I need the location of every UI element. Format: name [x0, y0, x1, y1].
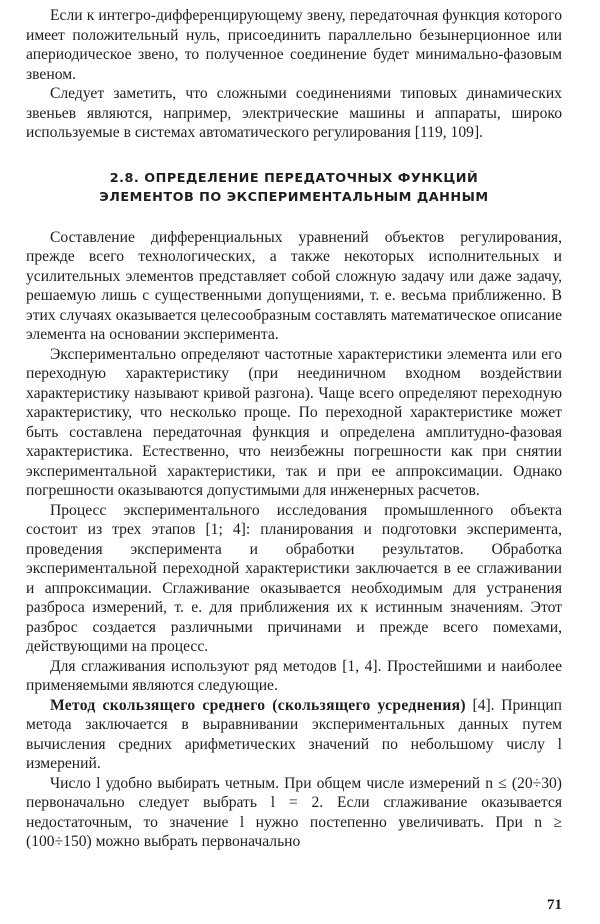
- page-number: 71: [547, 897, 562, 913]
- paragraph-2: Экспериментально определяют частотные характеристики элемента или его переходную характеристику (при неединичном входном воздействии характеристику называют кривой разгона). Чаще всего определяют переходную характеристику, что несколько проще. По переходной характеристике может быть составлена передаточная функция и определена амплитудно-фазовая характеристика. Естественно, что неизбежны погрешности как при снятии экспериментальной характеристики, так и при ее аппроксимации. Однако погрешности оказываются допустимыми для инженерных расчетов.: [26, 345, 562, 499]
- paragraph-last: Число l удобно выбирать четным. При общем числе измерений n ≤ (20÷30) первоначально следует выбрать l = 2. Если сглаживание оказывается недостаточным, то значение l нужно постепенно увеличивать. При n ≥ (100÷150) можно выбрать первоначально: [26, 774, 562, 850]
- method-lead: Метод скользящего среднего (скользящего усреднения): [50, 696, 466, 714]
- paragraph-1: Составление дифференциальных уравнений объектов регулирования, прежде всего технологических, а также некоторых исполнительных и усилительных элементов представляет собой сложную задачу или даже задачу, решаемую лишь с существенными допущениями, т. е. весьма приближенно. В этих случаях оказывается целесообразным составлять математическое описание элемента на основании эксперимента.: [26, 228, 562, 343]
- section-heading-line-1: 2.8. ОПРЕДЕЛЕНИЕ ПЕРЕДАТОЧНЫХ ФУНКЦИЙ: [109, 170, 479, 186]
- section-heading: [26, 169, 562, 207]
- section-heading-line-2: ЭЛЕМЕНТОВ ПО ЭКСПЕРИМЕНТАЛЬНЫМ ДАННЫМ: [99, 189, 489, 205]
- paragraph-intro-2: Следует заметить, что сложными соединениями типовых динамических звеньев являются, например, электрические машины и аппараты, широко используемые в системах автоматического регулирования [119, 109].: [26, 85, 562, 141]
- paragraph-method: [26, 696, 562, 774]
- method-text: Принцип метода заключается в выравнивании экспериментальных данных путем вычисления средних арифметических значений по небольшому числу l измерений.: [26, 696, 563, 772]
- paragraph-3: Процесс экспериментального исследования промышленного объекта состоит из трех этапов [1; 4]: планирования и подготовки эксперимента, проведения эксперимента и обработки результатов. Обработка экспериментальной переходной характеристики заключается в ее сглаживании и аппроксимации. Сглаживание оказывается необходимым для устранения разброса измерений, т. е. для приближения их к истинным значениям. Этот разброс создается различными причинами и прежде всего помехами, действующими на процесс.: [26, 501, 562, 655]
- paragraph-intro-1: Если к интегро-дифференцирующему звену, передаточная функция которого имеет положительный нуль, присоединить параллельно безынерционное или апериодическое звено, то полученное соединение будет минимально-фазовым звеном.: [26, 7, 562, 83]
- paragraph-4: Для сглаживания используют ряд методов [1, 4]. Простейшими и наиболее применяемыми являются следующие.: [26, 657, 562, 694]
- method-lead-ref: [4].: [465, 696, 495, 714]
